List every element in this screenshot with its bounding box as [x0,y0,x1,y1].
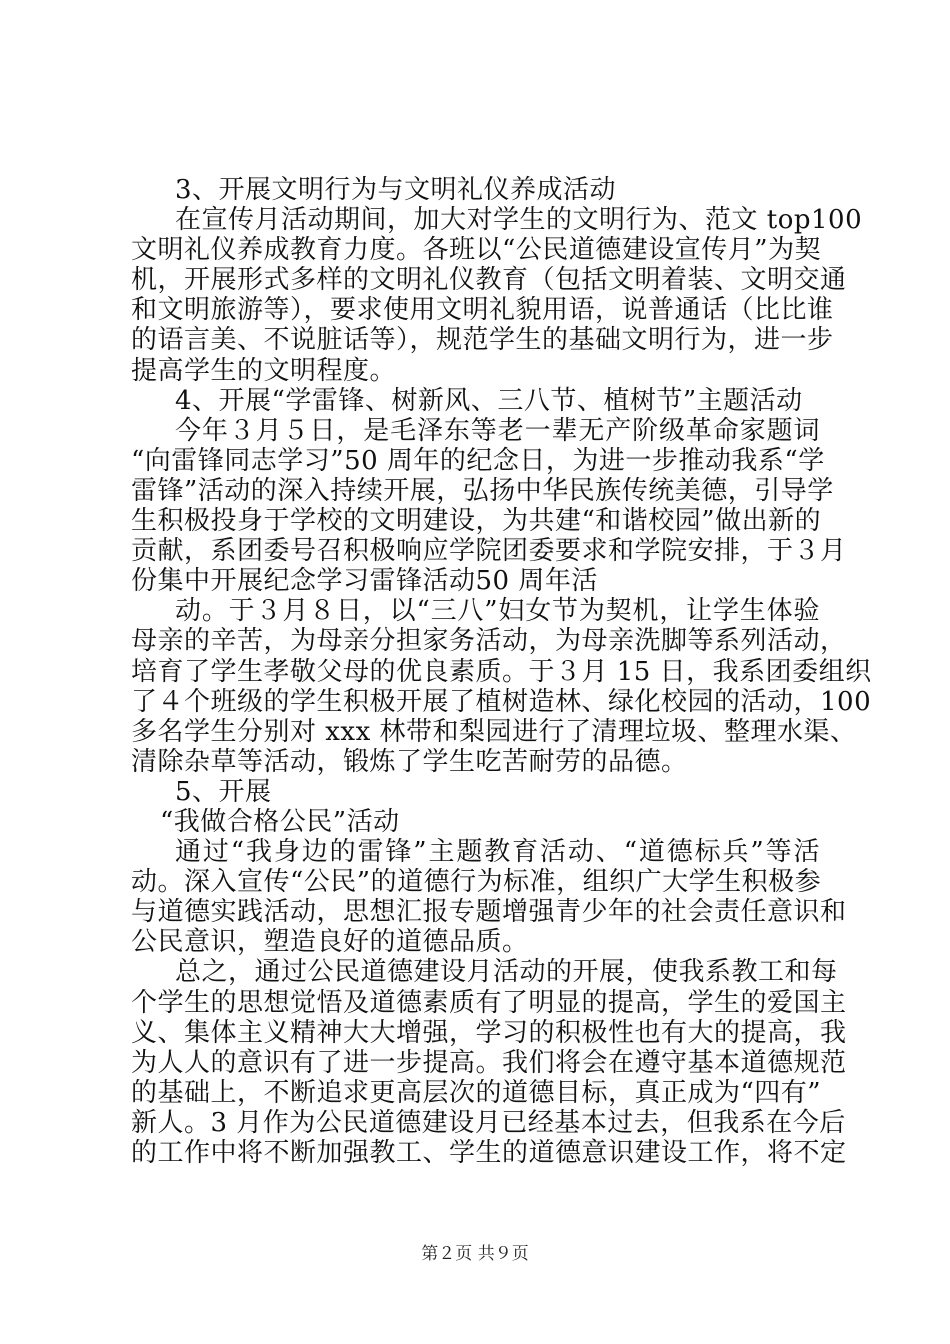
paragraph-line: 今年３月５日，是毛泽东等老一辈无产阶级革命家题词 [175,416,820,446]
paragraph-line: 的语言美、不说脏话等），规范学生的基础文明行为，进一步 [131,325,834,355]
paragraph-line: 的基础上，不断追求更高层次的道德目标，真正成为“四有” [131,1078,822,1108]
heading-section-5: 5、开展 [175,777,272,807]
paragraph-line: 机，开展形式多样的文明礼仪教育（包括文明着装、文明交通 [131,265,847,295]
paragraph-line: 雷锋”活动的深入持续开展，弘扬中华民族传统美德，引导学 [131,476,834,506]
heading-section-5-title: “我做合格公民”活动 [160,807,400,837]
paragraph-line: 义、集体主义精神大大增强，学习的积极性也有大的提高，我 [131,1018,847,1048]
heading-section-3: 3、开展文明行为与文明礼仪养成活动 [175,175,617,205]
paragraph-line: 动。深入宣传“公民”的道德行为标准，组织广大学生积极参 [131,867,822,897]
paragraph-line: 文明礼仪养成教育力度。各班以“公民道德建设宣传月”为契 [131,235,822,265]
paragraph-line: 新人。3 月作为公民道德建设月已经基本过去，但我系在今后 [131,1108,846,1138]
paragraph-line: 的工作中将不断加强教工、学生的道德意识建设工作，将不定 [131,1138,847,1168]
paragraph-line: 了４个班级的学生积极开展了植树造林、绿化校园的活动，100 [131,687,872,717]
paragraph-line: 提高学生的文明程度。 [131,356,397,386]
paragraph-line: 通过“我身边的雷锋”主题教育活动、“道德标兵”等活 [175,837,820,867]
paragraph-line: 生积极投身于学校的文明建设，为共建“和谐校园”做出新的 [131,506,822,536]
paragraph-line: 在宣传月活动期间，加大对学生的文明行为、范文 top100 [175,205,863,235]
paragraph-line: 清除杂草等活动，锻炼了学生吃苦耐劳的品德。 [131,747,688,777]
paragraph-line: 公民意识，塑造良好的道德品质。 [131,927,529,957]
paragraph-line: 和文明旅游等），要求使用文明礼貌用语，说普通话（比比谁 [131,295,834,325]
paragraph-line: “向雷锋同志学习”50 周年的纪念日，为进一步推动我系“学 [131,446,825,476]
paragraph-line: 多名学生分别对 xxx 林带和梨园进行了清理垃圾、整理水渠、 [131,717,857,747]
paragraph-line: 为人人的意识有了进一步提高。我们将会在遵守基本道德规范 [131,1048,847,1078]
heading-section-4: 4、开展“学雷锋、树新风、三八节、植树节”主题活动 [175,386,803,416]
paragraph-line: 个学生的思想觉悟及道德素质有了明显的提高，学生的爱国主 [131,988,847,1018]
paragraph-line: 母亲的辛苦，为母亲分担家务活动，为母亲洗脚等系列活动， [131,626,847,656]
paragraph-line: 培育了学生孝敬父母的优良素质。于３月 15 日，我系团委组织 [131,657,872,687]
paragraph-line: 总之，通过公民道德建设月活动的开展，使我系教工和每 [175,957,838,987]
page-number-footer: 第２页 共９页 [421,1244,529,1264]
paragraph-line: 与道德实践活动，思想汇报专题增强青少年的社会责任意识和 [131,897,847,927]
paragraph-line: 动。于３月８日，以“三八”妇女节为契机，让学生体验 [175,596,820,626]
paragraph-line: 贡献，系团委号召积极响应学院团委要求和学院安排，于３月 [131,536,847,566]
paragraph-line: 份集中开展纪念学习雷锋活动50 周年活 [131,566,598,596]
